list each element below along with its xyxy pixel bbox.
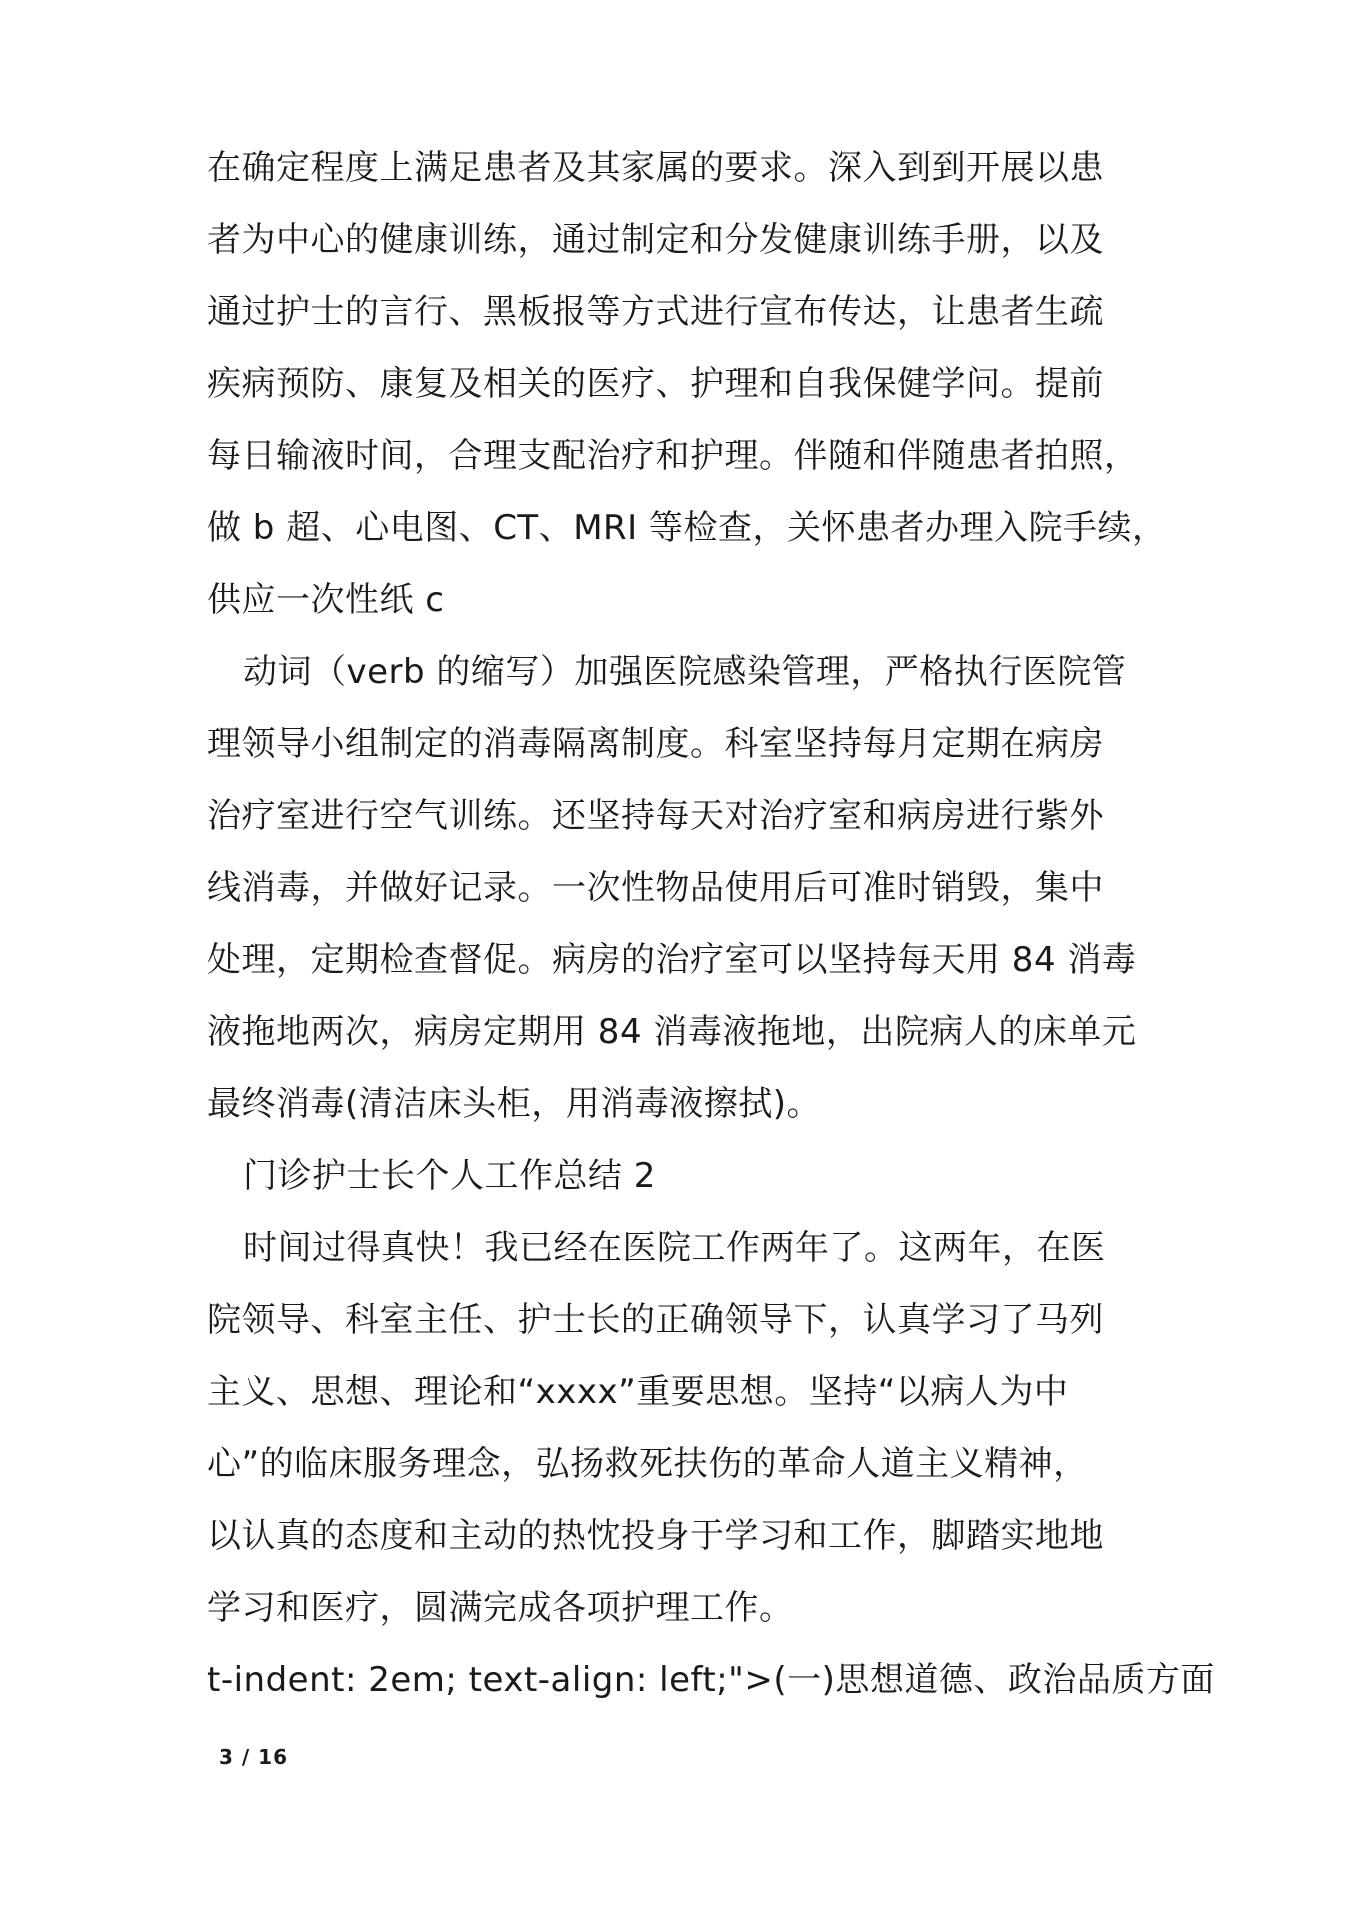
- text-line: 处理，定期检查督促。病房的治疗室可以坚持每天用 84 消毒: [207, 940, 1137, 980]
- text-line: 通过护士的言行、黑板报等方式进行宣布传达，让患者生疏: [207, 292, 1104, 332]
- text-line: 治疗室进行空气训练。还坚持每天对治疗室和病房进行紫外: [207, 796, 1104, 836]
- text-line: 时间过得真快！我已经在医院工作两年了。这两年，在医: [243, 1228, 1106, 1268]
- page-number: 3 / 16: [219, 1745, 288, 1769]
- text-line: 每日输液时间，合理支配治疗和护理。伴随和伴随患者拍照，: [207, 436, 1139, 476]
- text-line: 最终消毒(清洁床头柜，用消毒液擦拭)。: [207, 1084, 822, 1124]
- text-line: 院领导、科室主任、护士长的正确领导下，认真学习了马列: [207, 1300, 1104, 1340]
- text-line: 动词（verb 的缩写）加强医院感染管理，严格执行医院管: [243, 652, 1127, 692]
- document-body: [207, 132, 1215, 1716]
- text-line: 学习和医疗，圆满完成各项护理工作。: [207, 1588, 794, 1628]
- text-line: 心”的临床服务理念，弘扬救死扶伤的革命人道主义精神，: [207, 1444, 1088, 1484]
- text-line: 做 b 超、心电图、CT、MRI 等检查，关怀患者办理入院手续，: [207, 508, 1167, 548]
- text-line: 在确定程度上满足患者及其家属的要求。深入到到开展以患: [207, 148, 1104, 188]
- text-line: 者为中心的健康训练，通过制定和分发健康训练手册，以及: [207, 220, 1104, 260]
- text-line: 门诊护士长个人工作总结 2: [243, 1156, 656, 1196]
- text-line: 主义、思想、理论和“xxxx”重要思想。坚持“以病人为中: [207, 1372, 1069, 1412]
- text-line: 理领导小组制定的消毒隔离制度。科室坚持每月定期在病房: [207, 724, 1104, 764]
- text-line: 供应一次性纸 c: [207, 580, 445, 620]
- text-line: 线消毒，并做好记录。一次性物品使用后可准时销毁，集中: [207, 868, 1104, 908]
- text-line: t-indent: 2em; text-align: left;">(一)思想道德、政治品质方面: [207, 1660, 1215, 1700]
- text-line: 液拖地两次，病房定期用 84 消毒液拖地，出院病人的床单元: [207, 1012, 1137, 1052]
- text-line: 疾病预防、康复及相关的医疗、护理和自我保健学问。提前: [207, 364, 1104, 404]
- text-line: 以认真的态度和主动的热忱投身于学习和工作，脚踏实地地: [207, 1516, 1104, 1556]
